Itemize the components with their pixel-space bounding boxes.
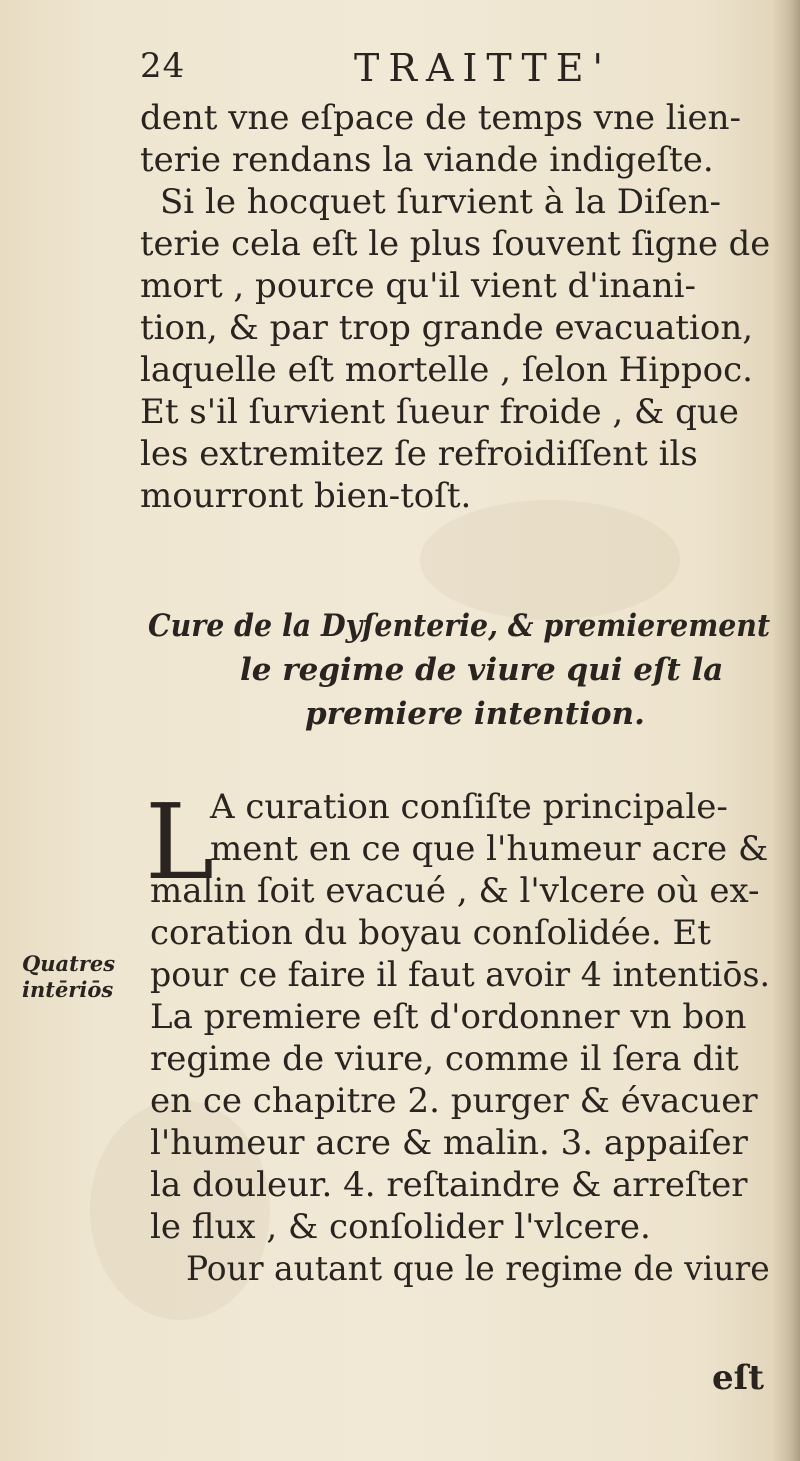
text-line: malin ſoit evacué , & l'vlcere où ex- [150, 871, 760, 911]
text-line: les extremitez ſe refroidiſſent ils [140, 434, 698, 474]
page-gutter-shadow [772, 0, 800, 1461]
text-line: ment en ce que l'humeur acre & [210, 829, 769, 869]
text-line: dent vne eſpace de temps vne lien- [140, 98, 742, 138]
text-line: pour ce faire il faut avoir 4 intentiōs. [150, 955, 770, 995]
text-line: regime de viure, comme il ſera dit [150, 1039, 739, 1079]
heading-line: le regime de viure qui eſt la [240, 652, 724, 688]
text-line: Pour autant que le regime de viure [186, 1249, 770, 1289]
page-header [140, 46, 760, 90]
text-line: A curation conſiſte principale- [210, 787, 728, 827]
text-line: coration du boyau conſolidée. Et [150, 913, 711, 953]
drop-cap: L [145, 781, 215, 903]
text-line: Si le hocquet ſurvient à la Diſen- [160, 182, 721, 222]
text-line: La premiere eſt d'ordonner vn bon [150, 997, 747, 1037]
text-line: mourront bien-toſt. [140, 476, 472, 516]
text-line: en ce chapitre 2. purger & évacuer [150, 1081, 758, 1121]
heading-line: premiere intention. [305, 696, 645, 732]
text-line: Et s'il ſurvient ſueur froide , & que [140, 392, 739, 432]
marginal-note-line: intēriōs [22, 977, 114, 1002]
text-line: mort , pource qu'il vient d'inani- [140, 266, 696, 306]
text-line: tion, & par trop grande evacuation, [140, 308, 754, 348]
heading-line: Cure de la Dyſenterie, & premierement [148, 608, 771, 644]
catchword: eſt [712, 1358, 764, 1398]
text-line: terie rendans la viande indigeſte. [140, 140, 714, 180]
marginal-note-line: Quatres [22, 951, 116, 976]
page-number: 24 [140, 46, 186, 86]
text-line: terie cela eſt le plus ſouvent ſigne de [140, 224, 771, 264]
text-line: laquelle eſt mortelle , ſelon Hippoc. [140, 350, 753, 390]
text-line: l'humeur acre & malin. 3. appaiſer [150, 1123, 748, 1163]
text-line: le flux , & conſolider l'vlcere. [150, 1207, 651, 1247]
text-line: la douleur. 4. reſtaindre & arreſter [150, 1165, 748, 1205]
running-title: TRAITTE' [354, 46, 612, 90]
paper-stain [420, 500, 680, 620]
